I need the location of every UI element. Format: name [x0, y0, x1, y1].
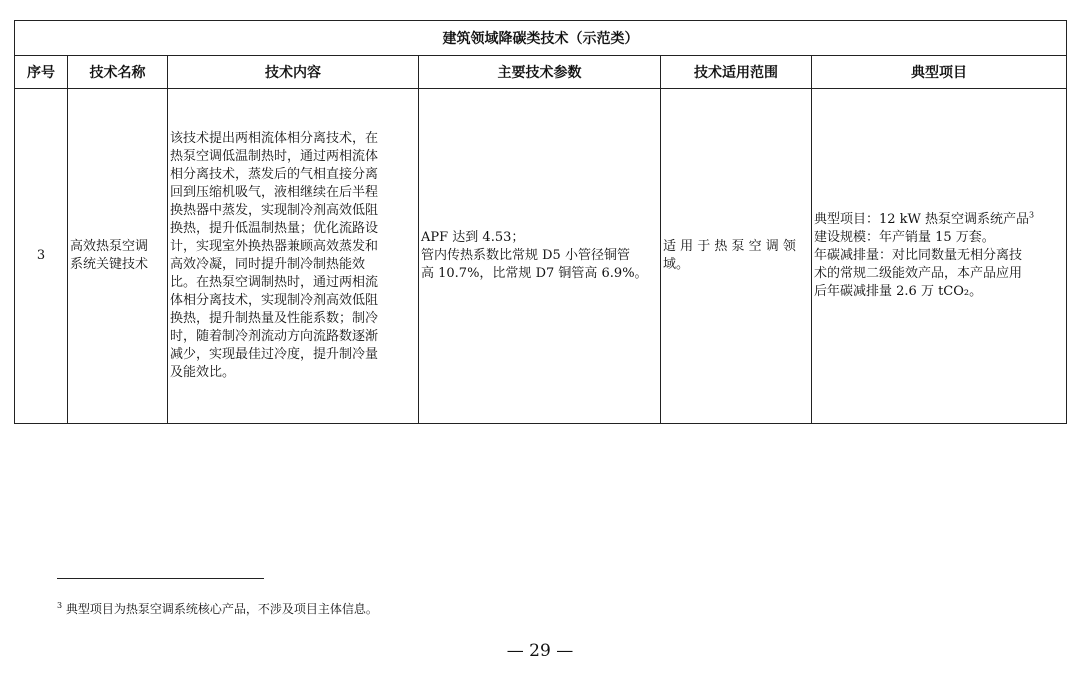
project-line: 术的常规二级能效产品，本产品应用	[814, 266, 1023, 281]
content-line: 比。在热泵空调制热时，通过两相流	[170, 275, 379, 290]
content-line: 体相分离技术，实现制冷剂高效低阻	[170, 293, 379, 308]
content-line: 相分离技术，蒸发后的气相直接分离	[170, 167, 379, 182]
cell-main-params	[419, 89, 661, 424]
footnote	[57, 600, 378, 618]
scope-line: 域。	[663, 257, 690, 272]
content-line: 该技术提出两相流体相分离技术，在	[170, 131, 379, 146]
cell-applicable-scope	[661, 89, 812, 424]
content-line: 时，随着制冷剂流动方向流路数逐渐	[170, 329, 379, 344]
content-line: 换热器中蒸发，实现制冷剂高效低阻	[170, 203, 379, 218]
content-line: 换热，提升制热量及性能系数；制冷	[170, 311, 379, 326]
header-tech-name: 技术名称	[68, 56, 168, 89]
header-applicable-scope: 技术适用范围	[661, 56, 812, 89]
content-line: 换热，提升低温制热量；优化流路设	[170, 221, 379, 236]
header-tech-content: 技术内容	[168, 56, 419, 89]
content-line: 高效冷凝，同时提升制冷制热能效	[170, 257, 366, 272]
header-typical-project: 典型项目	[812, 56, 1067, 89]
footnote-divider	[57, 578, 264, 579]
cell-tech-name	[68, 89, 168, 424]
content-line: 及能效比。	[170, 365, 236, 380]
project-line: 建设规模：年产销量 15 万套。	[814, 230, 995, 245]
header-main-params: 主要技术参数	[419, 56, 661, 89]
params-line: 管内传热系数比常规 D5 小管径铜管	[421, 248, 630, 263]
project-line	[814, 211, 1064, 229]
scope-line: 适 用 于 热 泵 空 调 领	[663, 239, 796, 254]
footnote-text: 典型项目为热泵空调系统核心产品，不涉及项目主体信息。	[65, 602, 378, 616]
project-line-text: 典型项目：12 kW 热泵空调系统产品	[814, 212, 1030, 227]
footnote-reference: 3	[1029, 210, 1035, 220]
cell-typical-project	[812, 89, 1067, 424]
project-line: 后年碳减排量 2.6 万 tCO₂。	[814, 284, 983, 299]
page-number: — 29 —	[506, 641, 574, 661]
header-serial-number: 序号	[15, 56, 68, 89]
cell-tech-content	[168, 89, 419, 424]
table-row	[15, 89, 1067, 424]
params-line: 高 10.7%，比常规 D7 铜管高 6.9%。	[421, 266, 648, 281]
content-line: 热泵空调低温制热时，通过两相流体	[170, 149, 379, 164]
table-caption: 建筑领域降碳类技术（示范类）	[15, 21, 1067, 56]
tech-name-line: 高效热泵空调	[70, 239, 149, 254]
params-line: APF 达到 4.53；	[421, 230, 525, 245]
content-line: 计，实现室外换热器兼顾高效蒸发和	[170, 239, 379, 254]
technology-table	[14, 20, 1067, 424]
tech-name-line: 系统关键技术	[70, 257, 149, 272]
project-line: 年碳减排量：对比同数量无相分离技	[814, 248, 1023, 263]
footnote-marker: 3	[57, 601, 63, 610]
content-line: 减少，实现最佳过冷度，提升制冷量	[170, 347, 379, 362]
cell-serial-number: 3	[15, 89, 68, 424]
content-line: 回到压缩机吸气，液相继续在后半程	[170, 185, 379, 200]
